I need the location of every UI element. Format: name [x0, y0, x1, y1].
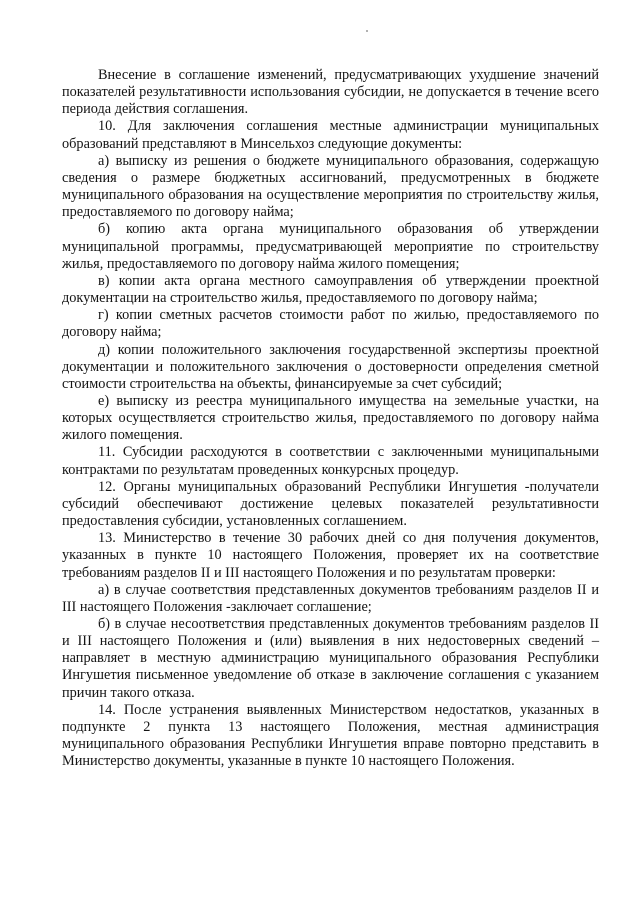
- paragraph-10-v: в) копии акта органа местного самоуправления об утверждении проектной документации на строительство жилья, предоставляемого по договору найма;: [62, 272, 599, 307]
- paragraph-10-documents: 10. Для заключения соглашения местные администрации муниципальных образований представляют в Минсельхоз следующие документы:: [62, 118, 599, 152]
- paragraph-10-b: б) копию акта органа муниципального образования об утверждении муниципальной программы, предусматривающей мероприятие по строительству жилья, предоставляемого по договору найма жилого помещения;: [62, 221, 599, 272]
- paragraph-13: 13. Министерство в течение 30 рабочих дней со дня получения документов, указанных в пункте 10 настоящего Положения, проверяет их на соответствие требованиям разделов II и III настоящего Положения и по результатам проверки:: [62, 530, 599, 581]
- paragraph-14: 14. После устранения выявленных Министерством недостатков, указанных в подпункте 2 пункта 13 настоящего Положения, местная администрация муниципального образования Республики Ингушетия вправе повторно представить в Министерство документы, указанные в пункте 10 настоящего Положения.: [62, 701, 599, 770]
- paragraph-10-e: е) выписку из реестра муниципального имущества на земельные участки, на которых осуществляется строительство жилья, предоставляемого по договору найма жилого помещения.: [62, 392, 599, 444]
- paragraph-13-a: а) в случае соответствия представленных документов требованиям разделов II и III настоящего Положения -заключает соглашение;: [62, 581, 599, 615]
- paragraph-13-b: б) в случае несоответствия представленных документов требованиям разделов II и III настоящего Положения и (или) выявления в них недостоверных сведений – направляет в местную администрацию муниципального образования Республики Ингушетия письменное уведомление об отказе в заключение соглашения с указанием причин такого отказа.: [62, 616, 599, 701]
- document-body: [62, 67, 599, 770]
- paragraph-amendment-restriction: Внесение в соглашение изменений, предусматривающих ухудшение значений показателей результативности использования субсидии, не допускается в течение всего периода действия соглашения.: [62, 67, 599, 118]
- paragraph-10-d: д) копии положительного заключения государственной экспертизы проектной документации и положительного заключения о достоверности определения сметной стоимости строительства на объекты, финансируемые за счет субсидий;: [62, 341, 599, 392]
- scan-speck: [366, 30, 368, 32]
- paragraph-11: 11. Субсидии расходуются в соответствии с заключенными муниципальными контрактами по результатам проведенных конкурсных процедур.: [62, 444, 599, 478]
- paragraph-10-a: а) выписку из решения о бюджете муниципального образования, содержащую сведения о размере бюджетных ассигнований, предусмотренных в бюджете муниципального образования на осуществление мероприятия по строительству жилья, предоставляемого по договору найма;: [62, 152, 599, 221]
- paragraph-10-g: г) копии сметных расчетов стоимости работ по жилью, предоставляемого по договору найма;: [62, 307, 599, 341]
- paragraph-12: 12. Органы муниципальных образований Республики Ингушетия -получатели субсидий обеспечивают достижение целевых показателей результативности предоставления субсидии, установленных соглашением.: [62, 478, 599, 530]
